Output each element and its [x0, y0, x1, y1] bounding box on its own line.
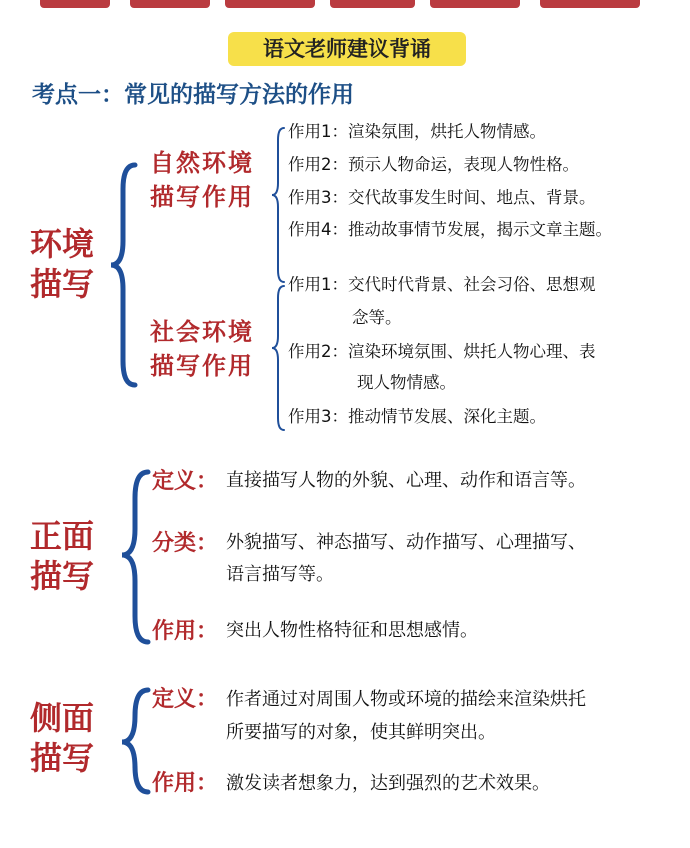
definition-label: 定义：	[152, 686, 219, 712]
effect-label: 作用：	[152, 770, 219, 796]
list-item: 作用3：交代故事发生时间、地点、背景。	[288, 188, 596, 207]
direct-title	[30, 516, 94, 596]
title-line: 侧面	[30, 699, 95, 737]
list-item: 作用2：预示人物命运，表现人物性格。	[288, 155, 579, 174]
effect-label: 作用：	[152, 618, 219, 644]
list-item: 作用3：推动情节发展、深化主题。	[288, 407, 546, 426]
definition-label: 定义：	[152, 468, 219, 494]
title-line: 描写	[30, 557, 95, 595]
environment-title	[30, 224, 94, 304]
category-text: 外貌描写、神态描写、动作描写、心理描写、	[226, 532, 586, 553]
brace-environment	[111, 165, 135, 385]
natural-subtitle	[150, 146, 254, 214]
title-line: 描写	[30, 739, 95, 777]
subtitle-line: 社会环境	[150, 317, 254, 346]
brace-natural	[272, 128, 284, 282]
brace-social	[272, 286, 284, 430]
recite-badge: 语文老师建议背诵	[228, 32, 466, 66]
category-text-continued: 语言描写等。	[226, 564, 334, 585]
list-item: 作用1：交代时代背景、社会习俗、思想观	[288, 275, 596, 294]
section-heading: 考点一：常见的描写方法的作用	[32, 81, 354, 108]
definition-text: 作者通过对周围人物或环境的描绘来渲染烘托	[226, 689, 586, 710]
category-label: 分类：	[152, 530, 219, 556]
definition-text-continued: 所要描写的对象，使其鲜明突出。	[226, 722, 496, 743]
subtitle-line: 自然环境	[150, 148, 254, 177]
list-item-continued: 念等。	[352, 308, 402, 327]
subtitle-line: 描写作用	[150, 182, 254, 211]
list-item: 作用2：渲染环境氛围、烘托人物心理、表	[288, 342, 596, 361]
brace-indirect	[122, 690, 148, 792]
social-subtitle	[150, 315, 254, 383]
indirect-title	[30, 698, 94, 778]
subtitle-line: 描写作用	[150, 351, 254, 380]
list-item: 作用4：推动故事情节发展，揭示文章主题。	[288, 220, 612, 239]
effect-text: 激发读者想象力，达到强烈的艺术效果。	[226, 773, 550, 794]
title-line: 环境	[30, 225, 95, 263]
list-item-continued: 现人物情感。	[357, 373, 456, 392]
brace-direct	[122, 472, 148, 642]
title-line: 正面	[30, 517, 95, 555]
definition-text: 直接描写人物的外貌、心理、动作和语言等。	[226, 470, 586, 491]
title-line: 描写	[30, 265, 95, 303]
list-item: 作用1：渲染氛围，烘托人物情感。	[288, 122, 546, 141]
effect-text: 突出人物性格特征和思想感情。	[226, 620, 478, 641]
